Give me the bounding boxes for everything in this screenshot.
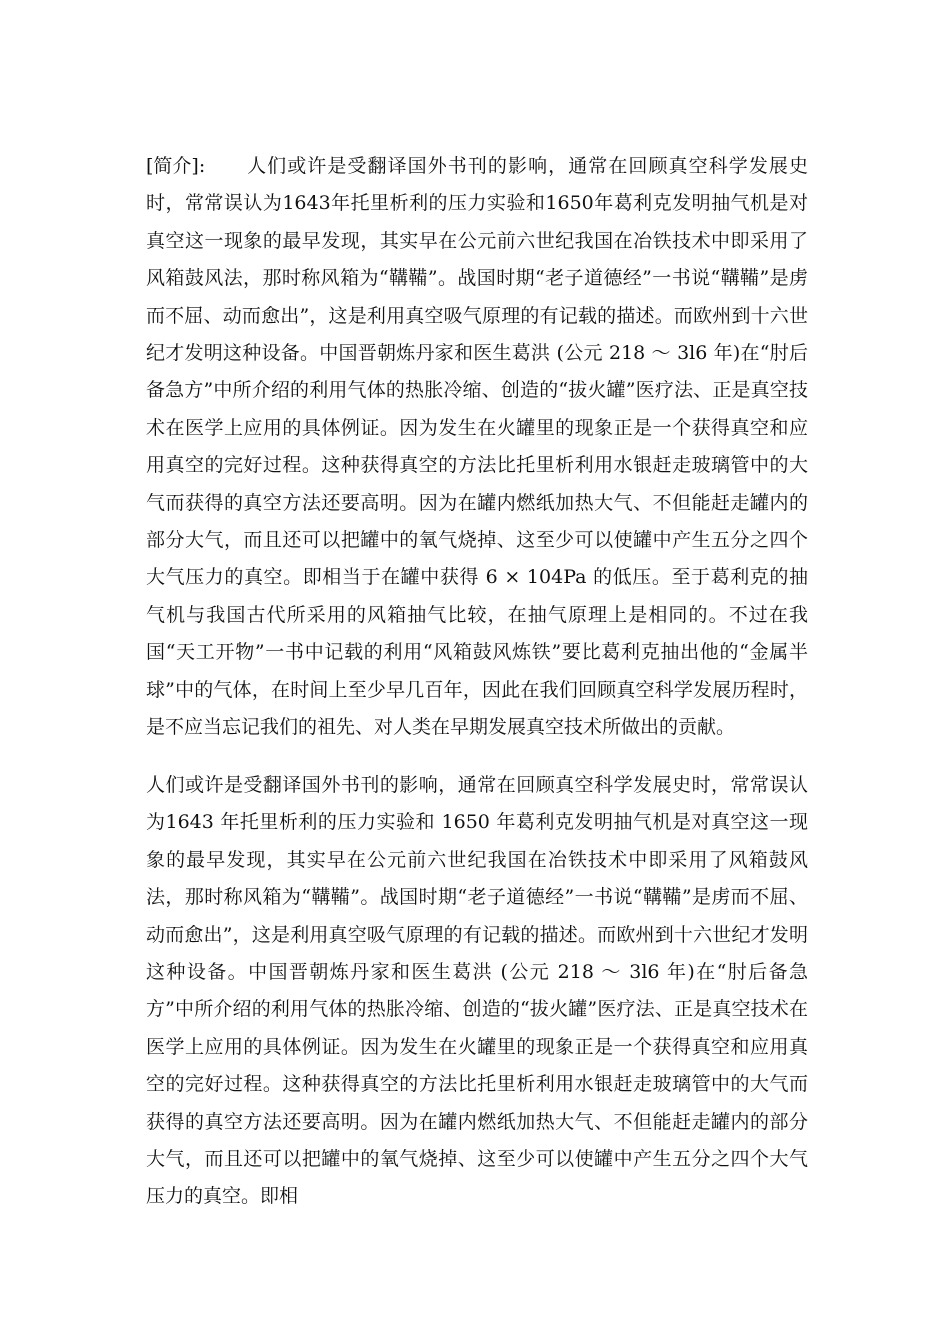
intro-label: [简介]:	[146, 155, 206, 177]
body-paragraph-text: 人们或许是受翻译国外书刊的影响，通常在回顾真空科学发展史时，常常误认为1643 年托里析利的压力实验和 1650 年葛利克发明抽气机是对真空这一现象的最早发现，其实早在公元前六世纪我国在冶铁技术中即采用了风箱鼓风法，那时称风箱为“鞲鞴”。战国时期“老子道德经”一书说“鞲鞴”是虏而不屈、动而愈出”，这是利用真空吸气原理的有记载的描述。而欧州到十六世纪才发明这种设备。中国晋朝炼丹家和医生葛洪 (公元 218 ～ 3l6 年)在“肘后备急方”中所介绍的利用气体的热胀冷缩、创造的“拔火罐”医疗法、正是真空技术在医学上应用的具体例证。因为发生在火罐里的现象正是一个获得真空和应用真空的完好过程。这种获得真空的方法比托里析利用水银赶走玻璃管中的大气而获得的真空方法还要高明。因为在罐内燃纸加热大气、不但能赶走罐内的部分大气，而且还可以把罐中的氧气烧掉、这至少可以使罐中产生五分之四个大气压力的真空。即相	[146, 774, 808, 1208]
intro-paragraph	[146, 148, 808, 747]
body-paragraph	[146, 767, 808, 1216]
intro-paragraph-text: 人们或许是受翻译国外书刊的影响，通常在回顾真空科学发展史时，常常误认为1643年托里析利的压力实验和1650年葛利克发明抽气机是对真空这一现象的最早发现，其实早在公元前六世纪我国在冶铁技术中即采用了风箱鼓风法，那时称风箱为“鞲鞴”。战国时期“老子道德经”一书说“鞲鞴”是虏而不屈、动而愈出”，这是利用真空吸气原理的有记载的描述。而欧州到十六世纪才发明这种设备。中国晋朝炼丹家和医生葛洪 (公元 218 ～ 3l6 年)在“肘后备急方”中所介绍的利用气体的热胀冷缩、创造的“拔火罐”医疗法、正是真空技术在医学上应用的具体例证。因为发生在火罐里的现象正是一个获得真空和应用真空的完好过程。这种获得真空的方法比托里析利用水银赶走玻璃管中的大气而获得的真空方法还要高明。因为在罐内燃纸加热大气、不但能赶走罐内的部分大气，而且还可以把罐中的氧气烧掉、这至少可以使罐中产生五分之四个大气压力的真空。即相当于在罐中获得 6 × 104Pa 的低压。至于葛利克的抽气机与我国古代所采用的风箱抽气比较，在抽气原理上是相同的。不过在我国“天工开物”一书中记载的利用“风箱鼓风炼铁”要比葛利克抽出他的“金属半球”中的气体，在时间上至少早几百年，因此在我们回顾真空科学发展历程时，是不应当忘记我们的祖先、对人类在早期发展真空技术所做出的贡献。	[146, 155, 808, 739]
